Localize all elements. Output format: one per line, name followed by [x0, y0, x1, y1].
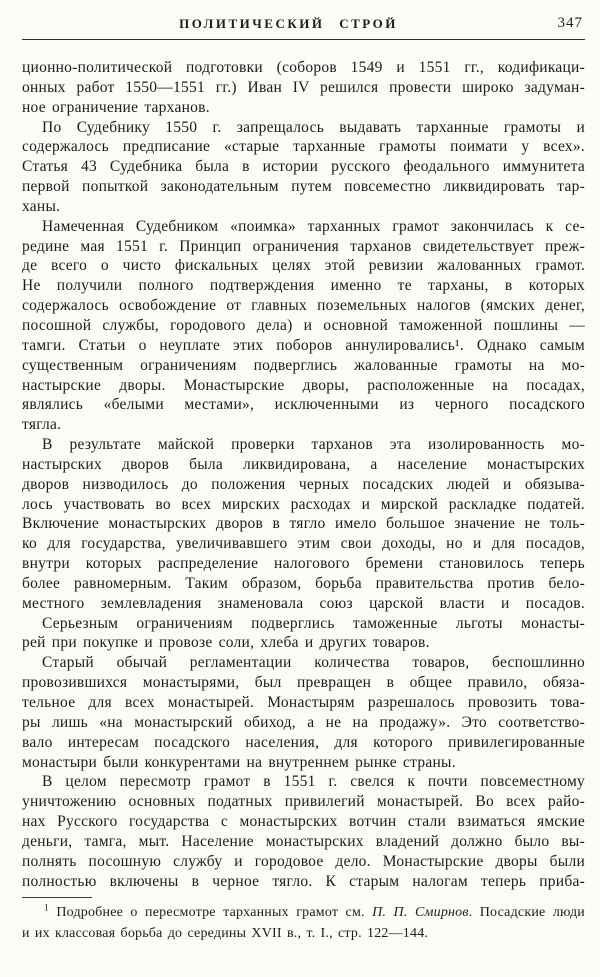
text-line: В результате майской проверки тарханов эта изолированность мо-: [42, 436, 585, 454]
text-line: редине мая 1551 г. Принцип ограничения тарханов свидетельствует преж-: [22, 237, 585, 255]
text-line: более равномерным. Таким образом, борьба правительства против бело-: [22, 574, 585, 592]
text-line: рей при покупке и провозе соли, хлеба и других товаров.: [22, 634, 430, 652]
paragraph: [22, 217, 585, 435]
text-line: провозившихся монастырями, был превращен в общее правило, обяза-: [22, 674, 585, 692]
text-line: нах Русского государства с монастырских вотчин стали взиматься ямские: [22, 813, 585, 831]
paragraph: [22, 653, 585, 772]
text-line: ционно-политической подготовки (соборов 1549 и 1551 гг., кодификаци-: [22, 59, 585, 76]
text-line: первой попыткой законодательным путем повсеместно ликвидировать тар-: [22, 178, 585, 196]
text-line: По Судебнику 1550 г. запрещалось выдавать тарханные грамоты и: [42, 118, 585, 136]
text-line: существенным ограничениям подверглись жалованные грамоты на мо-: [22, 356, 585, 374]
footnote-line: [22, 902, 585, 923]
running-title: ПОЛИТИЧЕСКИЙ СТРОЙ: [179, 16, 398, 31]
footnote-segment: и их классовая борьба до середины XVII в., т. I., стр. 122—144.: [22, 926, 429, 941]
paragraph: [22, 614, 585, 654]
text-line: вало интересам посадского населения, для которого привилегированные: [22, 733, 585, 751]
text-line: тягла.: [22, 416, 62, 434]
text-line: В целом пересмотр грамот в 1551 г. свелся к почти повсеместному: [42, 773, 585, 791]
footnote-marker: 1: [44, 903, 49, 914]
text-line: настырских дворов была ликвидирована, а население монастырских: [22, 455, 585, 473]
text-line: Намеченная Судебником «поимка» тарханных грамот закончилась к се-: [42, 217, 585, 235]
footnote-segment: . Посадские люди: [468, 905, 585, 920]
header-rule: [22, 39, 585, 40]
text-line: содержалось предписание «старые тарханные грамоты поимати у всех».: [22, 138, 585, 156]
footnote-author: П. П. Смирнов: [372, 905, 469, 920]
text-line: внутри которых распределение налогового бремени становилось теперь: [22, 555, 585, 573]
paragraph: [22, 435, 585, 614]
text-line: полностью включены в черное тягло. К старым налогам теперь приба-: [22, 872, 585, 890]
paragraph: [22, 118, 585, 217]
text-line: Старый обычай регламентации количества товаров, беспошлинно: [42, 654, 585, 672]
text-line: онных работ 1550—1551 гг.) Иван IV решился провести широко задуман-: [22, 78, 585, 96]
text-line: содержалось освобождение от главных поземельных налогов (ямских денег,: [22, 297, 585, 315]
text-line: посошной службы, городового дела) и основной таможенной пошлины —: [22, 316, 585, 334]
text-line: являлись «белыми местами», исключенными из черного посадского: [22, 396, 585, 414]
text-line: Статья 43 Судебника была в истории русского феодального иммунитета: [22, 158, 585, 176]
paragraph: [22, 772, 585, 891]
text-line: тамги. Статьи о неуплате этих поборов аннулировались¹. Однако самым: [22, 336, 585, 354]
page-header: [22, 16, 585, 34]
body-text: [22, 58, 585, 891]
text-line: местного землевладения знаменовала союз царской власти и посадов.: [22, 594, 585, 612]
text-line: тельное для всех монастырей. Монастырям разрешалось провозить това-: [22, 694, 585, 711]
text-line: монастыри были конкурентами на внутреннем рынке страны.: [22, 753, 456, 771]
page-number: 347: [557, 15, 583, 31]
footnote-segment: Подробнее о пересмотре тарханных грамот см.: [48, 905, 373, 920]
text-line: дворов низводилось до положения черных посадских людей и обязыва-: [22, 475, 585, 493]
text-line: лось участвовать во всех мирских расходах и мирской раскладке податей.: [22, 495, 585, 513]
text-line: настырские дворы. Монастырские дворы, расположенные на посадах,: [22, 376, 585, 394]
footnote-line: [22, 923, 585, 944]
text-line: ры лишь «на монастырский обиход, а не на продажу». Это соответство-: [22, 713, 585, 731]
text-line: уничтожению основных податных привилегий монастырей. Во всех райо-: [22, 793, 585, 811]
text-line: ное ограничение тарханов.: [22, 98, 210, 116]
footnote-text: [22, 902, 585, 944]
paragraph: [22, 58, 585, 118]
text-line: де всего о чисто фискальных целях этой ревизии жалованных грамот.: [22, 257, 585, 275]
text-line: Серьезным ограничениям подверглись таможенные льготы монасты-: [42, 614, 585, 632]
text-line: Включение монастырских дворов в тягло имело большое значение не толь-: [22, 515, 585, 533]
text-line: ханы.: [22, 197, 61, 215]
text-line: ко для государства, увеличивавшего этим свои доходы, но и для посадов,: [22, 535, 585, 553]
text-line: Не получили полного подтверждения именно те тарханы, в которых: [22, 277, 585, 295]
text-line: деньги, тамга, мыт. Население монастырских владений должно было вы-: [22, 832, 585, 850]
text-line: полнять посошную службу и городовое дело. Монастырские дворы были: [22, 852, 585, 870]
footnote-separator: [22, 897, 92, 898]
